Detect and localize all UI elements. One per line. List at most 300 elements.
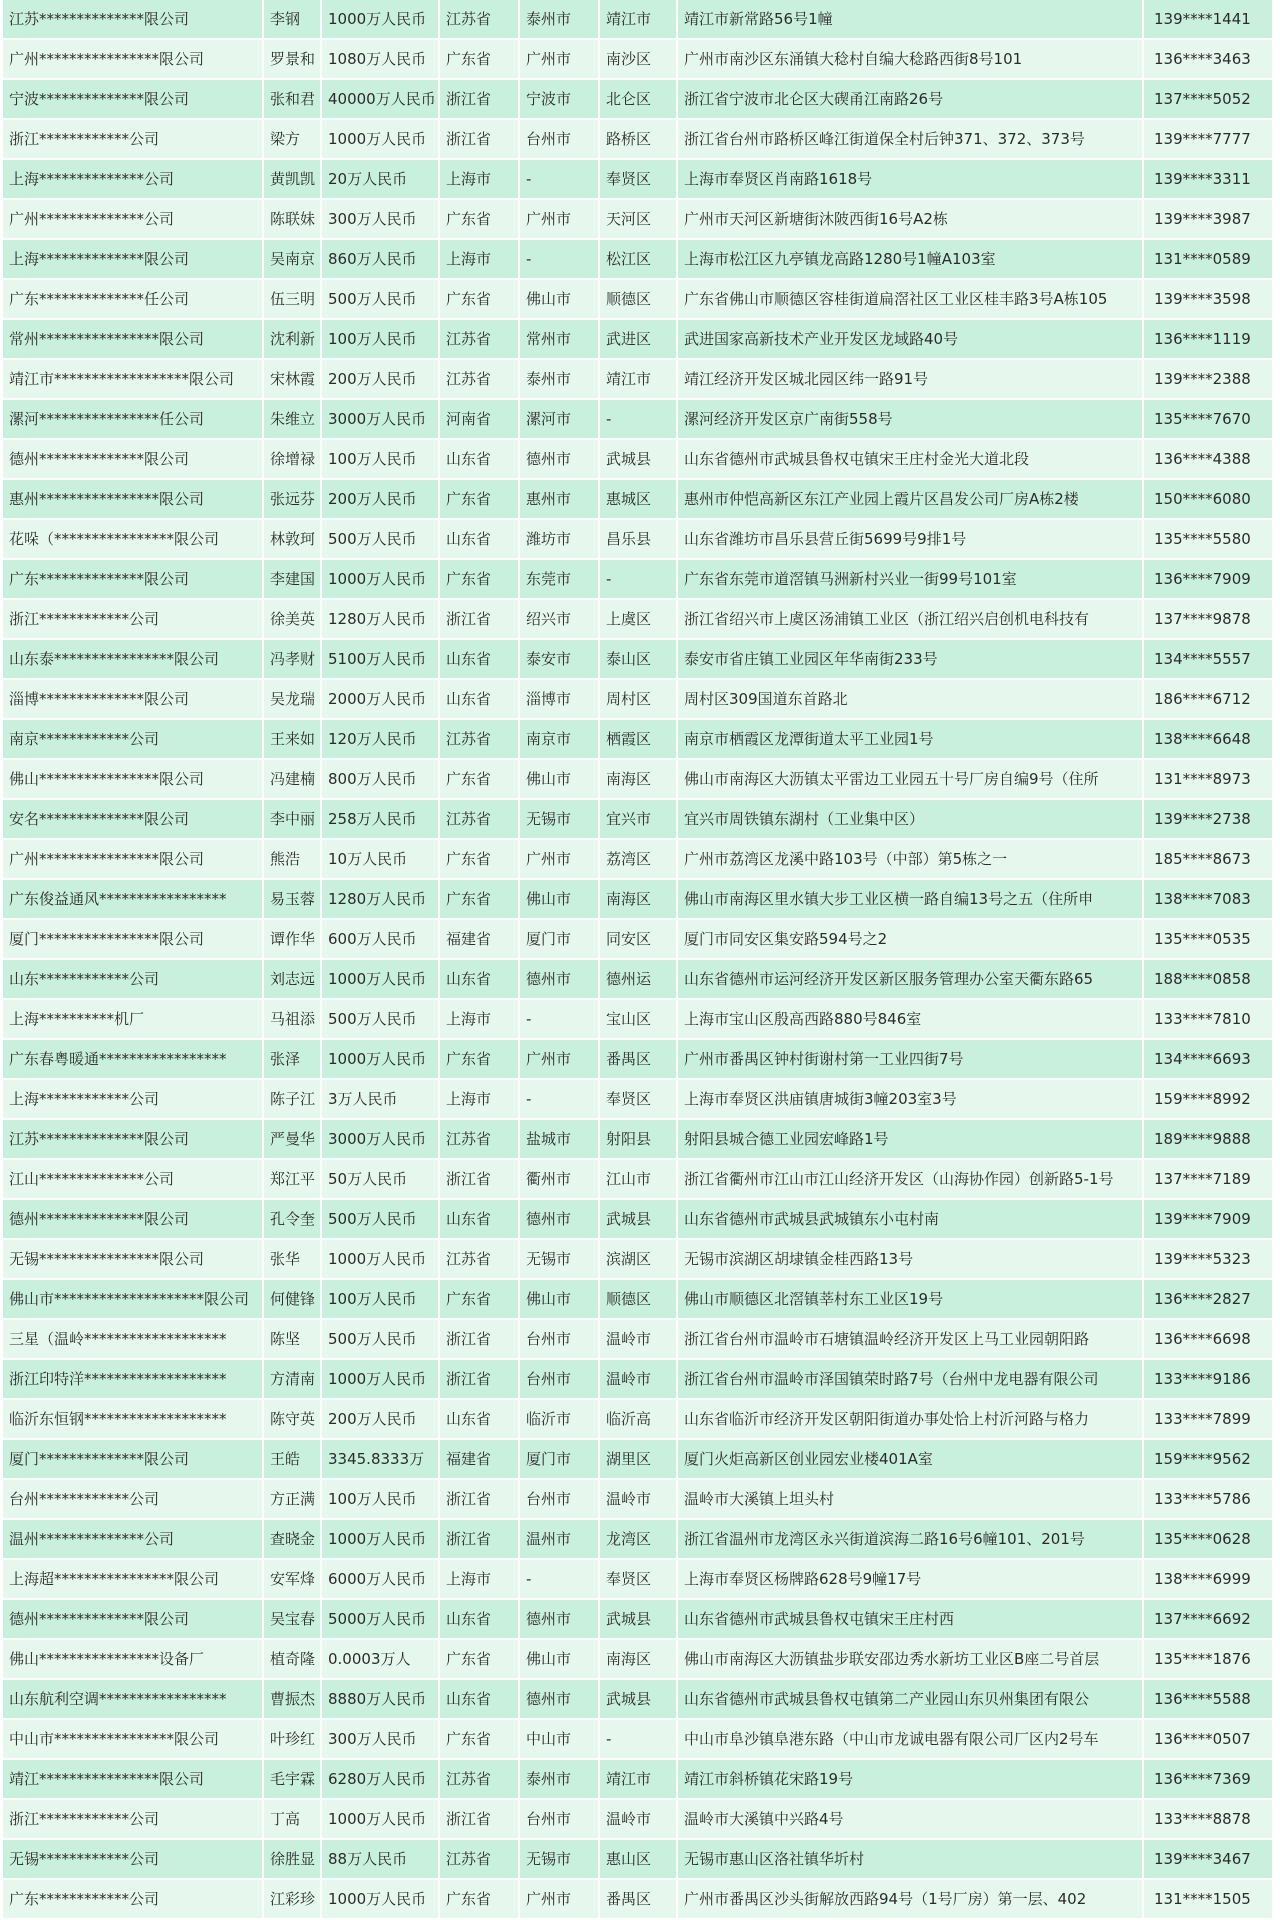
district-cell: 温岭市: [599, 1359, 677, 1399]
table-row: [3, 1519, 1273, 1559]
company-name-cell: 厦门****************限公司: [3, 919, 263, 959]
registered-capital-cell: 6280万人民币: [321, 1759, 439, 1799]
city-cell: 无锡市: [519, 799, 599, 839]
address-cell: 山东省德州市运河经济开发区新区服务管理办公室天衢东路65: [677, 959, 1143, 999]
table-row: [3, 1719, 1273, 1759]
city-cell: 无锡市: [519, 1239, 599, 1279]
address-cell: 山东省德州市武城县鲁权屯镇宋王庄村西: [677, 1599, 1143, 1639]
city-cell: 惠州市: [519, 479, 599, 519]
district-cell: 武城县: [599, 1679, 677, 1719]
province-cell: 广东省: [439, 559, 519, 599]
registered-capital-cell: 200万人民币: [321, 1399, 439, 1439]
table-row: [3, 1079, 1273, 1119]
city-cell: 德州市: [519, 1679, 599, 1719]
legal-person-cell: 陈守英: [263, 1399, 321, 1439]
table-row: [3, 1679, 1273, 1719]
company-name-cell: 靖江****************限公司: [3, 1759, 263, 1799]
registered-capital-cell: 3345.8333万: [321, 1439, 439, 1479]
table-row: [3, 1159, 1273, 1199]
registered-capital-cell: 200万人民币: [321, 479, 439, 519]
company-name-cell: 德州**************限公司: [3, 1199, 263, 1239]
company-name-cell: 安名**************限公司: [3, 799, 263, 839]
registered-capital-cell: 0.0003万人: [321, 1639, 439, 1679]
address-cell: 泰安市省庄镇工业园区年华南街233号: [677, 639, 1143, 679]
legal-person-cell: 方正满: [263, 1479, 321, 1519]
legal-person-cell: 吴南京: [263, 239, 321, 279]
city-cell: 佛山市: [519, 1279, 599, 1319]
district-cell: 武城县: [599, 1199, 677, 1239]
district-cell: 滨湖区: [599, 1239, 677, 1279]
province-cell: 山东省: [439, 519, 519, 559]
city-cell: 东莞市: [519, 559, 599, 599]
company-name-cell: 佛山****************限公司: [3, 759, 263, 799]
district-cell: 惠山区: [599, 1839, 677, 1879]
table-row: [3, 1879, 1273, 1919]
address-cell: 无锡市滨湖区胡埭镇金桂西路13号: [677, 1239, 1143, 1279]
table-row: [3, 1639, 1273, 1679]
province-cell: 上海市: [439, 999, 519, 1039]
address-cell: 周村区309国道东首路北: [677, 679, 1143, 719]
registered-capital-cell: 5000万人民币: [321, 1599, 439, 1639]
registered-capital-cell: 500万人民币: [321, 999, 439, 1039]
address-cell: 惠州市仲恺高新区东江产业园上霞片区昌发公司厂房A栋2楼: [677, 479, 1143, 519]
province-cell: 江苏省: [439, 1839, 519, 1879]
phone-cell: 139****7909: [1143, 1199, 1273, 1239]
company-name-cell: 临沂东恒钢*******************: [3, 1399, 263, 1439]
company-name-cell: 南京************公司: [3, 719, 263, 759]
district-cell: 靖江市: [599, 1759, 677, 1799]
address-cell: 广州市番禺区钟村街谢村第一工业四街7号: [677, 1039, 1143, 1079]
district-cell: 周村区: [599, 679, 677, 719]
province-cell: 江苏省: [439, 719, 519, 759]
registered-capital-cell: 2000万人民币: [321, 679, 439, 719]
registered-capital-cell: 800万人民币: [321, 759, 439, 799]
province-cell: 浙江省: [439, 599, 519, 639]
phone-cell: 136****7909: [1143, 559, 1273, 599]
address-cell: 浙江省温州市龙湾区永兴街道滨海二路16号6幢101、201号: [677, 1519, 1143, 1559]
table-row: [3, 1199, 1273, 1239]
address-cell: 上海市松江区九亭镇龙高路1280号1幢A103室: [677, 239, 1143, 279]
legal-person-cell: 罗景和: [263, 39, 321, 79]
address-cell: 浙江省绍兴市上虞区汤浦镇工业区（浙江绍兴启创机电科技有: [677, 599, 1143, 639]
company-name-cell: 三星（温岭*******************: [3, 1319, 263, 1359]
registered-capital-cell: 3000万人民币: [321, 1119, 439, 1159]
city-cell: 广州市: [519, 839, 599, 879]
company-name-cell: 德州**************限公司: [3, 439, 263, 479]
company-name-cell: 厦门**************限公司: [3, 1439, 263, 1479]
province-cell: 山东省: [439, 439, 519, 479]
table-row: [3, 559, 1273, 599]
phone-cell: 137****9878: [1143, 599, 1273, 639]
company-name-cell: 广州****************限公司: [3, 839, 263, 879]
company-name-cell: 中山市****************限公司: [3, 1719, 263, 1759]
phone-cell: 139****1441: [1143, 0, 1273, 39]
city-cell: -: [519, 159, 599, 199]
company-name-cell: 广东**************限公司: [3, 559, 263, 599]
registered-capital-cell: 1000万人民币: [321, 0, 439, 39]
district-cell: 武城县: [599, 439, 677, 479]
table-row: [3, 279, 1273, 319]
table-row: [3, 1479, 1273, 1519]
phone-cell: 133****5786: [1143, 1479, 1273, 1519]
address-cell: 漯河经济开发区京广南街558号: [677, 399, 1143, 439]
company-name-cell: 上海超****************限公司: [3, 1559, 263, 1599]
company-name-cell: 上海**********机厂: [3, 999, 263, 1039]
legal-person-cell: 徐美英: [263, 599, 321, 639]
phone-cell: 189****9888: [1143, 1119, 1273, 1159]
legal-person-cell: 张和君: [263, 79, 321, 119]
province-cell: 浙江省: [439, 1319, 519, 1359]
phone-cell: 139****7777: [1143, 119, 1273, 159]
city-cell: 泰州市: [519, 0, 599, 39]
legal-person-cell: 宋林霞: [263, 359, 321, 399]
registered-capital-cell: 1000万人民币: [321, 1359, 439, 1399]
registered-capital-cell: 1000万人民币: [321, 1239, 439, 1279]
table-row: [3, 799, 1273, 839]
district-cell: 奉贤区: [599, 159, 677, 199]
registered-capital-cell: 500万人民币: [321, 1319, 439, 1359]
city-cell: 绍兴市: [519, 599, 599, 639]
province-cell: 山东省: [439, 679, 519, 719]
company-name-cell: 广东春粤暖通*****************: [3, 1039, 263, 1079]
district-cell: 武城县: [599, 1599, 677, 1639]
city-cell: 广州市: [519, 1879, 599, 1919]
company-name-cell: 浙江************公司: [3, 119, 263, 159]
phone-cell: 138****6648: [1143, 719, 1273, 759]
table-row: [3, 1399, 1273, 1439]
city-cell: 泰安市: [519, 639, 599, 679]
legal-person-cell: 毛宇霖: [263, 1759, 321, 1799]
legal-person-cell: 郑江平: [263, 1159, 321, 1199]
district-cell: 宝山区: [599, 999, 677, 1039]
table-row: [3, 1039, 1273, 1079]
address-cell: 上海市奉贤区肖南路1618号: [677, 159, 1143, 199]
registered-capital-cell: 8880万人民币: [321, 1679, 439, 1719]
address-cell: 上海市奉贤区洪庙镇唐城街3幢203室3号: [677, 1079, 1143, 1119]
province-cell: 上海市: [439, 159, 519, 199]
company-name-cell: 佛山市********************限公司: [3, 1279, 263, 1319]
phone-cell: 131****0589: [1143, 239, 1273, 279]
legal-person-cell: 伍三明: [263, 279, 321, 319]
company-name-cell: 佛山****************设备厂: [3, 1639, 263, 1679]
legal-person-cell: 李钢: [263, 0, 321, 39]
registered-capital-cell: 1000万人民币: [321, 119, 439, 159]
phone-cell: 138****7083: [1143, 879, 1273, 919]
phone-cell: 135****0535: [1143, 919, 1273, 959]
address-cell: 佛山市南海区里水镇大步工业区横一路自编13号之五（住所申: [677, 879, 1143, 919]
legal-person-cell: 孔令奎: [263, 1199, 321, 1239]
district-cell: 顺德区: [599, 279, 677, 319]
registered-capital-cell: 1280万人民币: [321, 599, 439, 639]
table-row: [3, 1119, 1273, 1159]
address-cell: 广州市天河区新塘街沐陂西街16号A2栋: [677, 199, 1143, 239]
address-cell: 厦门火炬高新区创业园宏业楼401A室: [677, 1439, 1143, 1479]
address-cell: 厦门市同安区集安路594号之2: [677, 919, 1143, 959]
address-cell: 山东省德州市武城县鲁权屯镇宋王庄村金光大道北段: [677, 439, 1143, 479]
company-name-cell: 山东泰****************限公司: [3, 639, 263, 679]
company-name-cell: 漯河****************任公司: [3, 399, 263, 439]
company-name-cell: 浙江************公司: [3, 1799, 263, 1839]
registered-capital-cell: 1280万人民币: [321, 879, 439, 919]
province-cell: 江苏省: [439, 799, 519, 839]
registered-capital-cell: 6000万人民币: [321, 1559, 439, 1599]
legal-person-cell: 陈子江: [263, 1079, 321, 1119]
city-cell: 广州市: [519, 1039, 599, 1079]
phone-cell: 136****3463: [1143, 39, 1273, 79]
table-row: [3, 1599, 1273, 1639]
registered-capital-cell: 300万人民币: [321, 199, 439, 239]
company-name-cell: 广州**************公司: [3, 199, 263, 239]
province-cell: 浙江省: [439, 79, 519, 119]
address-cell: 浙江省衢州市江山市江山经济开发区（山海协作园）创新路5-1号: [677, 1159, 1143, 1199]
address-cell: 宜兴市周铁镇东湖村（工业集中区）: [677, 799, 1143, 839]
province-cell: 江苏省: [439, 1759, 519, 1799]
legal-person-cell: 张泽: [263, 1039, 321, 1079]
province-cell: 福建省: [439, 919, 519, 959]
company-name-cell: 常州****************限公司: [3, 319, 263, 359]
district-cell: 奉贤区: [599, 1079, 677, 1119]
legal-person-cell: 徐增禄: [263, 439, 321, 479]
district-cell: 番禺区: [599, 1039, 677, 1079]
legal-person-cell: 植奇隆: [263, 1639, 321, 1679]
city-cell: -: [519, 1559, 599, 1599]
company-name-cell: 广东************公司: [3, 1879, 263, 1919]
province-cell: 浙江省: [439, 119, 519, 159]
province-cell: 上海市: [439, 1079, 519, 1119]
address-cell: 山东省德州市武城县鲁权屯镇第二产业园山东贝州集团有限公: [677, 1679, 1143, 1719]
registered-capital-cell: 1000万人民币: [321, 1039, 439, 1079]
phone-cell: 136****6698: [1143, 1319, 1273, 1359]
city-cell: 厦门市: [519, 919, 599, 959]
registered-capital-cell: 1000万人民币: [321, 1519, 439, 1559]
city-cell: 佛山市: [519, 279, 599, 319]
address-cell: 浙江省台州市路桥区峰江街道保全村后钟371、372、373号: [677, 119, 1143, 159]
company-name-cell: 惠州****************限公司: [3, 479, 263, 519]
address-cell: 温岭市大溪镇中兴路4号: [677, 1799, 1143, 1839]
registered-capital-cell: 600万人民币: [321, 919, 439, 959]
phone-cell: 136****5588: [1143, 1679, 1273, 1719]
phone-cell: 139****3311: [1143, 159, 1273, 199]
province-cell: 广东省: [439, 759, 519, 799]
registered-capital-cell: 120万人民币: [321, 719, 439, 759]
phone-cell: 139****2738: [1143, 799, 1273, 839]
province-cell: 广东省: [439, 1879, 519, 1919]
district-cell: 龙湾区: [599, 1519, 677, 1559]
table-row: [3, 239, 1273, 279]
province-cell: 广东省: [439, 839, 519, 879]
district-cell: 昌乐县: [599, 519, 677, 559]
province-cell: 上海市: [439, 239, 519, 279]
company-name-cell: 浙江************公司: [3, 599, 263, 639]
phone-cell: 133****9186: [1143, 1359, 1273, 1399]
legal-person-cell: 丁高: [263, 1799, 321, 1839]
district-cell: 天河区: [599, 199, 677, 239]
city-cell: -: [519, 1079, 599, 1119]
district-cell: 栖霞区: [599, 719, 677, 759]
address-cell: 靖江市斜桥镇花宋路19号: [677, 1759, 1143, 1799]
legal-person-cell: 曹振杰: [263, 1679, 321, 1719]
district-cell: 顺德区: [599, 1279, 677, 1319]
table-row: [3, 399, 1273, 439]
legal-person-cell: 朱维立: [263, 399, 321, 439]
district-cell: 同安区: [599, 919, 677, 959]
table-row: [3, 679, 1273, 719]
province-cell: 广东省: [439, 879, 519, 919]
province-cell: 山东省: [439, 1399, 519, 1439]
registered-capital-cell: 20万人民币: [321, 159, 439, 199]
phone-cell: 185****8673: [1143, 839, 1273, 879]
legal-person-cell: 马祖添: [263, 999, 321, 1039]
city-cell: 潍坊市: [519, 519, 599, 559]
province-cell: 广东省: [439, 39, 519, 79]
phone-cell: 139****2388: [1143, 359, 1273, 399]
registered-capital-cell: 50万人民币: [321, 1159, 439, 1199]
province-cell: 江苏省: [439, 359, 519, 399]
registered-capital-cell: 100万人民币: [321, 319, 439, 359]
province-cell: 山东省: [439, 639, 519, 679]
table-row: [3, 199, 1273, 239]
address-cell: 佛山市南海区大沥镇太平雷边工业园五十号厂房自编9号（住所: [677, 759, 1143, 799]
table-row: [3, 439, 1273, 479]
company-name-cell: 江山**************公司: [3, 1159, 263, 1199]
address-cell: 山东省临沂市经济开发区朝阳街道办事处恰上村沂河路与格力: [677, 1399, 1143, 1439]
city-cell: 南京市: [519, 719, 599, 759]
table-row: [3, 919, 1273, 959]
company-name-cell: 上海**************限公司: [3, 239, 263, 279]
legal-person-cell: 王皓: [263, 1439, 321, 1479]
district-cell: 温岭市: [599, 1479, 677, 1519]
province-cell: 福建省: [439, 1439, 519, 1479]
legal-person-cell: 黄凯凯: [263, 159, 321, 199]
district-cell: 番禺区: [599, 1879, 677, 1919]
phone-cell: 131****8973: [1143, 759, 1273, 799]
city-cell: 德州市: [519, 439, 599, 479]
company-name-cell: 上海**************公司: [3, 159, 263, 199]
city-cell: 临沂市: [519, 1399, 599, 1439]
district-cell: 泰山区: [599, 639, 677, 679]
address-cell: 南京市栖霞区龙潭街道太平工业园1号: [677, 719, 1143, 759]
table-row: [3, 79, 1273, 119]
phone-cell: 134****6693: [1143, 1039, 1273, 1079]
registered-capital-cell: 1000万人民币: [321, 559, 439, 599]
registered-capital-cell: 300万人民币: [321, 1719, 439, 1759]
city-cell: 广州市: [519, 199, 599, 239]
city-cell: 厦门市: [519, 1439, 599, 1479]
phone-cell: 135****5580: [1143, 519, 1273, 559]
registered-capital-cell: 200万人民币: [321, 359, 439, 399]
legal-person-cell: 沈利新: [263, 319, 321, 359]
company-name-cell: 宁波**************限公司: [3, 79, 263, 119]
table-row: [3, 1439, 1273, 1479]
district-cell: 南沙区: [599, 39, 677, 79]
registered-capital-cell: 860万人民币: [321, 239, 439, 279]
city-cell: 中山市: [519, 1719, 599, 1759]
city-cell: 佛山市: [519, 759, 599, 799]
district-cell: 荔湾区: [599, 839, 677, 879]
table-body: [3, 0, 1273, 1919]
phone-cell: 136****2827: [1143, 1279, 1273, 1319]
city-cell: 佛山市: [519, 879, 599, 919]
phone-cell: 133****7810: [1143, 999, 1273, 1039]
table-row: [3, 959, 1273, 999]
legal-person-cell: 吴龙瑞: [263, 679, 321, 719]
table-row: [3, 1239, 1273, 1279]
phone-cell: 135****0628: [1143, 1519, 1273, 1559]
legal-person-cell: 熊浩: [263, 839, 321, 879]
company-name-cell: 德州**************限公司: [3, 1599, 263, 1639]
company-name-cell: 淄博**************限公司: [3, 679, 263, 719]
registered-capital-cell: 10万人民币: [321, 839, 439, 879]
city-cell: 台州市: [519, 1479, 599, 1519]
province-cell: 广东省: [439, 1719, 519, 1759]
company-name-cell: 广东俊益通风*****************: [3, 879, 263, 919]
legal-person-cell: 李建国: [263, 559, 321, 599]
phone-cell: 137****5052: [1143, 79, 1273, 119]
phone-cell: 188****0858: [1143, 959, 1273, 999]
phone-cell: 138****6999: [1143, 1559, 1273, 1599]
registered-capital-cell: 88万人民币: [321, 1839, 439, 1879]
address-cell: 武进国家高新技术产业开发区龙域路40号: [677, 319, 1143, 359]
legal-person-cell: 梁方: [263, 119, 321, 159]
legal-person-cell: 严曼华: [263, 1119, 321, 1159]
city-cell: 淄博市: [519, 679, 599, 719]
legal-person-cell: 王来如: [263, 719, 321, 759]
registered-capital-cell: 5100万人民币: [321, 639, 439, 679]
district-cell: 奉贤区: [599, 1559, 677, 1599]
district-cell: 惠城区: [599, 479, 677, 519]
province-cell: 广东省: [439, 1639, 519, 1679]
company-name-cell: 上海************公司: [3, 1079, 263, 1119]
phone-cell: 137****6692: [1143, 1599, 1273, 1639]
phone-cell: 136****0507: [1143, 1719, 1273, 1759]
registered-capital-cell: 1080万人民币: [321, 39, 439, 79]
table-row: [3, 39, 1273, 79]
province-cell: 浙江省: [439, 1479, 519, 1519]
legal-person-cell: 吴宝春: [263, 1599, 321, 1639]
legal-person-cell: 刘志远: [263, 959, 321, 999]
address-cell: 上海市奉贤区杨牌路628号9幢17号: [677, 1559, 1143, 1599]
company-name-cell: 广州****************限公司: [3, 39, 263, 79]
city-cell: 衢州市: [519, 1159, 599, 1199]
registered-capital-cell: 500万人民币: [321, 1199, 439, 1239]
phone-cell: 136****4388: [1143, 439, 1273, 479]
province-cell: 广东省: [439, 1279, 519, 1319]
address-cell: 广州市荔湾区龙溪中路103号（中部）第5栋之一: [677, 839, 1143, 879]
registered-capital-cell: 100万人民币: [321, 439, 439, 479]
district-cell: 上虞区: [599, 599, 677, 639]
table-row: [3, 519, 1273, 559]
address-cell: 佛山市南海区大沥镇盐步联安邵边秀水新坊工业区B座二号首层: [677, 1639, 1143, 1679]
district-cell: 射阳县: [599, 1119, 677, 1159]
registered-capital-cell: 500万人民币: [321, 519, 439, 559]
district-cell: -: [599, 399, 677, 439]
registered-capital-cell: 258万人民币: [321, 799, 439, 839]
table-row: [3, 1559, 1273, 1599]
address-cell: 山东省德州市武城县武城镇东小屯村南: [677, 1199, 1143, 1239]
phone-cell: 139****3987: [1143, 199, 1273, 239]
province-cell: 广东省: [439, 1039, 519, 1079]
district-cell: 南海区: [599, 759, 677, 799]
phone-cell: 139****3467: [1143, 1839, 1273, 1879]
table-row: [3, 759, 1273, 799]
address-cell: 靖江经济开发区城北园区纬一路91号: [677, 359, 1143, 399]
address-cell: 上海市宝山区殷高西路880号846室: [677, 999, 1143, 1039]
company-name-cell: 温州**************公司: [3, 1519, 263, 1559]
district-cell: 温岭市: [599, 1319, 677, 1359]
phone-cell: 134****5557: [1143, 639, 1273, 679]
phone-cell: 135****7670: [1143, 399, 1273, 439]
legal-person-cell: 冯孝财: [263, 639, 321, 679]
